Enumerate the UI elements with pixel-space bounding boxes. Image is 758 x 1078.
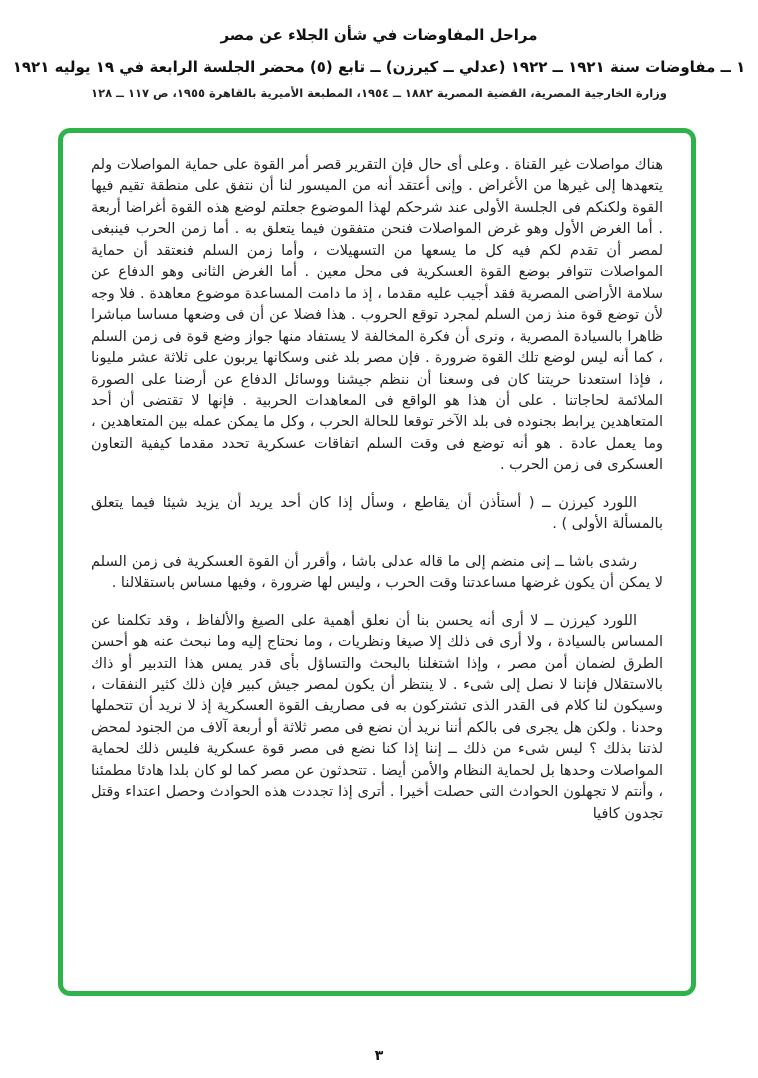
document-body [91,155,663,825]
document-frame [58,128,696,996]
source-citation: وزارة الخارجية المصرية، القضية المصرية ١٨٨٢ ــ ١٩٥٤، المطبعة الأميرية بالقاهرة ١٩٥٥، ص ١١٧ ــ ١٢٨ [91,86,667,100]
body-paragraph: هناك مواصلات غير القناة . وعلى أى حال فإن التقرير قصر أمر القوة على حماية المواصلات ولم يتعهدها إلى غيرها من الأغراض . وإنى أعتقد أنه من الميسور لنا أن نتفق على منطقة تقيم فيها القوة ولكنكم فى الجلسة الأولى عند شرحكم لهذا الموضوع جعلتم لوضع هذه القوة أغراضا أربعة . أما الغرض الأول وهو غرض المواصلات فنحن متفقون فيما يتعلق به . أما زمن الحرب فينبغى لمصر أن تقدم لكم فيه كل ما يسعها من التسهيلات ، وأما زمن السلم فنعتقد أن حماية المواصلات تتوافر بوضع القوة العسكرية فى محل معين . أما الغرض الثانى وهو الدفاع عن سلامة الأراضى المصرية فقد أجيب عليه مقدما ، إذ ما دامت المساعدة موضوع معاهدة . فلا وجه لأن توضع قوة منذ زمن السلم لمجرد توقع الحروب . هذا فضلا عن أن فى وضعها مساسا مباشرا ظاهرا بالسيادة المصرية ، ونرى أن فكرة المخالفة لا يستفاد منها جواز وضع قوة فى زمن السلم ، كما أنه ليس لوضع تلك القوة ضرورة . فإن مصر بلد غنى وسكانها يربون على ثلاثة عشر مليونا ، فإذا استعدنا حريتنا كان فى وسعنا أن ننظم جيشنا ووسائل الدفاع عن أرضنا على الصورة الملائمة لحاجاتنا . على أن هذا هو الواقع فى المعاهدات الحربية . فإنها لا تقتضى أن أحد المتعاهدين يرابط بجنوده فى بلد الآخر توقعا للحالة الحرب ، وكل ما يمكن عمله بين المتعاهدين ، وما يعمل عادة . هو أنه توضع فى وقت السلم اتفاقات عسكرية تحدد مقدما كيفية التعاون العسكرى فى زمن الحرب . [91,157,663,474]
section-heading: ١ ــ مفاوضات سنة ١٩٢١ ــ ١٩٢٢ (عدلي ــ كيرزن) ــ تابع (٥) محضر الجلسة الرابعة في ١٩ يوليه ١٩٢١ [12,58,746,76]
speech-paragraph-rushdi: رشدى باشا ــ إنى منضم إلى ما قاله عدلى باشا ، وأقرر أن القوة العسكرية فى زمن السلم لا يمكن أن يكون غرضها مساعدتنا وقت الحرب ، وليس لها ضرورة ، وفيها مساس باستقلالنا . [91,553,663,592]
speech-paragraph-curzon-1: اللورد كيرزن ــ ( أستأذن أن يقاطع ، وسأل إذا كان أحد يريد أن يزيد شيئا فيما يتعلق بالمسألة الأولى ) . [91,494,663,533]
speech-paragraph-curzon-2: اللورد كيرزن ــ لا أرى أنه يحسن بنا أن نعلق أهمية على الصيغ والألفاظ ، وقد تكلمنا عن المساس بالسيادة ، ولا أرى فى ذلك إلا صيغا ونظريات ، وما نحتاج إليه وما نبحث عنه هو أحسن الطرق لضمان أمن مصر ، وإذا اشتغلنا بالبحث والتساؤل بأى قدر يمس هذا التدبير أو ذاك بالاستقلال فإننا لا نصل إلى شىء . لا ينتظر أن يكون لمصر جيش كبير فإن ذلك كثير النفقات ، وسيكون لنا كلام فى القدر الذى تشتركون به فى مصاريف القوة العسكرية إذ لا نريد أن تتحملها وحدنا . ولكن هل يجرى فى بالكم أننا نريد أن نضع فى مصر ثلاثة أو أربعة آلاف من الجنود لمحض لذتنا بذلك ؟ ليس شىء من ذلك ــ إننا إذا كنا نضع فى مصر قوة عسكرية فليس ذلك لحماية المواصلات وحدها بل لحماية النظام والأمن أيضا . تتحدثون عن مصر كما لو كان بلدا هادئا مطمئنا ، وأنتم لا تجهلون الحوادث التى حصلت أخيرا . أترى إذا تجددت هذه الحوادث وحصل اعتداء وقتل تجدون كافيا [91,612,663,822]
page-number: ٣ [374,1048,384,1064]
page-title: مراحل المفاوضات في شأن الجلاء عن مصر [220,26,538,44]
document-header [0,0,758,100]
